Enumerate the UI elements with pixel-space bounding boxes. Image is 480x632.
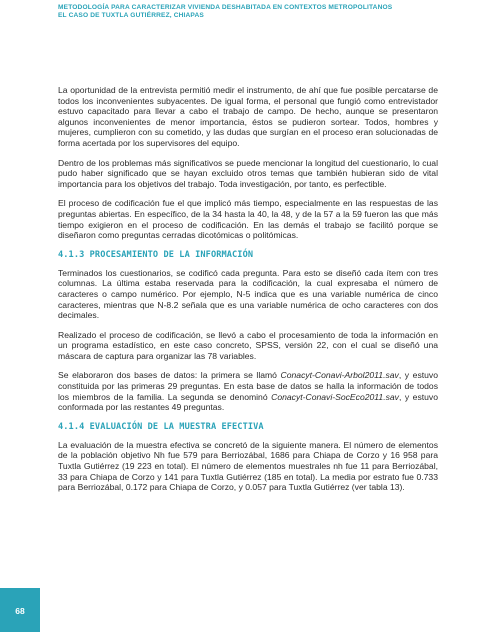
running-header-title: METODOLOGÍA PARA CARACTERIZAR VIVIENDA DESHABITADA EN CONTEXTOS METROPOLITANOS bbox=[58, 4, 393, 11]
running-header bbox=[58, 4, 438, 21]
paragraph-problems: Dentro de los problemas más significativos se puede mencionar la longitud del cuestionario, lo cual pudo haber significado que se hayan excluido otros temas que también hubieran sido de vital importancia para los objetivos del trabajo. Toda investigación, por tanto, es perfectible. bbox=[58, 157, 438, 189]
page-number: 68 bbox=[15, 606, 25, 616]
paragraph-interview: La oportunidad de la entrevista permitió medir el instrumento, de ahí que fue posible percatarse de todos los inconvenientes subyacentes. De igual forma, el personal que fungió como entrevistador estuvo capacitado para llevar a cabo el trabajo de campo. De hecho, aunque se presentaron algunos inconvenientes de menor importancia, éstos se pudieron sortear. Todos, hombres y mujeres, cumplieron con su cometido, y las dudas que surgían en el proceso eran solucionadas de forma acertada por los supervisores del equipo. bbox=[58, 85, 438, 148]
paragraph-databases bbox=[58, 370, 438, 412]
paragraph-spss: Realizado el proceso de codificación, se llevó a cabo el procesamiento de toda la información en un programa estadístico, en este caso concreto, SPSS, versión 22, con el cual se diseñó una máscara de captura para organizar las 78 variables. bbox=[58, 329, 438, 361]
page-body bbox=[58, 85, 438, 502]
database-name-soceco: Conacyt-Conavi-SocEco2011.sav bbox=[271, 391, 399, 402]
databases-text-2: , y estuvo constituida por las primeras 29 preguntas. En esta base de datos se halla la información de todos los miembros de la familia. La segunda se denominó bbox=[58, 370, 438, 402]
database-name-arbol: Conacyt-Conavi-Arbol2011.sav bbox=[280, 370, 399, 381]
running-header-subtitle: EL CASO DE TUXTLA GUTIÉRREZ, CHIAPAS bbox=[58, 12, 204, 20]
section-heading-evaluation: 4.1.4 EVALUACIÓN DE LA MUESTRA EFECTIVA bbox=[58, 421, 264, 432]
paragraph-sample-evaluation: La evaluación de la muestra efectiva se concretó de la siguiente manera. El número de elementos de la población objetivo Nh fue 579 para Berriozábal, 1686 para Chiapa de Corzo y 16 958 para Tuxtla Gutiérrez (19 223 en total). El número de elementos muestrales nh fue 11 para Berriozábal, 33 para Chiapa de Corzo y 141 para Tuxtla Gutiérrez (185 en total). La media por estrato fue 0.733 para Berriozábal, 0.172 para Chiapa de Corzo, y 0.057 para Tuxtla Gutiérrez (ver tabla 13). bbox=[58, 439, 438, 493]
section-heading-processing: 4.1.3 PROCESAMIENTO DE LA INFORMACIÓN bbox=[58, 249, 254, 260]
paragraph-coding: El proceso de codificación fue el que implicó más tiempo, especialmente en las respuestas de las preguntas abiertas. En específico, de la 34 hasta la 40, la 48, y de la 57 a la 59 fueron las que más tiempo exigieron en el proceso de codificación. En las demás el trabajo se facilitó porque se diseñaron como preguntas cerradas dicotómicas o politómicas. bbox=[58, 198, 438, 241]
databases-text-1: Se elaboraron dos bases de datos: la primera se llamó bbox=[58, 370, 281, 381]
paragraph-questionnaires: Terminados los cuestionarios, se codificó cada pregunta. Para esto se diseñó cada ítem con tres columnas. La última estaba reservada para la codificación, la cual expresaba el número de caracteres o campo numérico. Por ejemplo, N-5 indica que es una variable numérica de cinco caracteres, mientras que N-8.2 señala que es una variable numérica de ocho caracteres con dos decimales. bbox=[58, 267, 438, 321]
databases-text-3: , y estuvo conformada por las restantes 49 preguntas. bbox=[58, 391, 438, 413]
